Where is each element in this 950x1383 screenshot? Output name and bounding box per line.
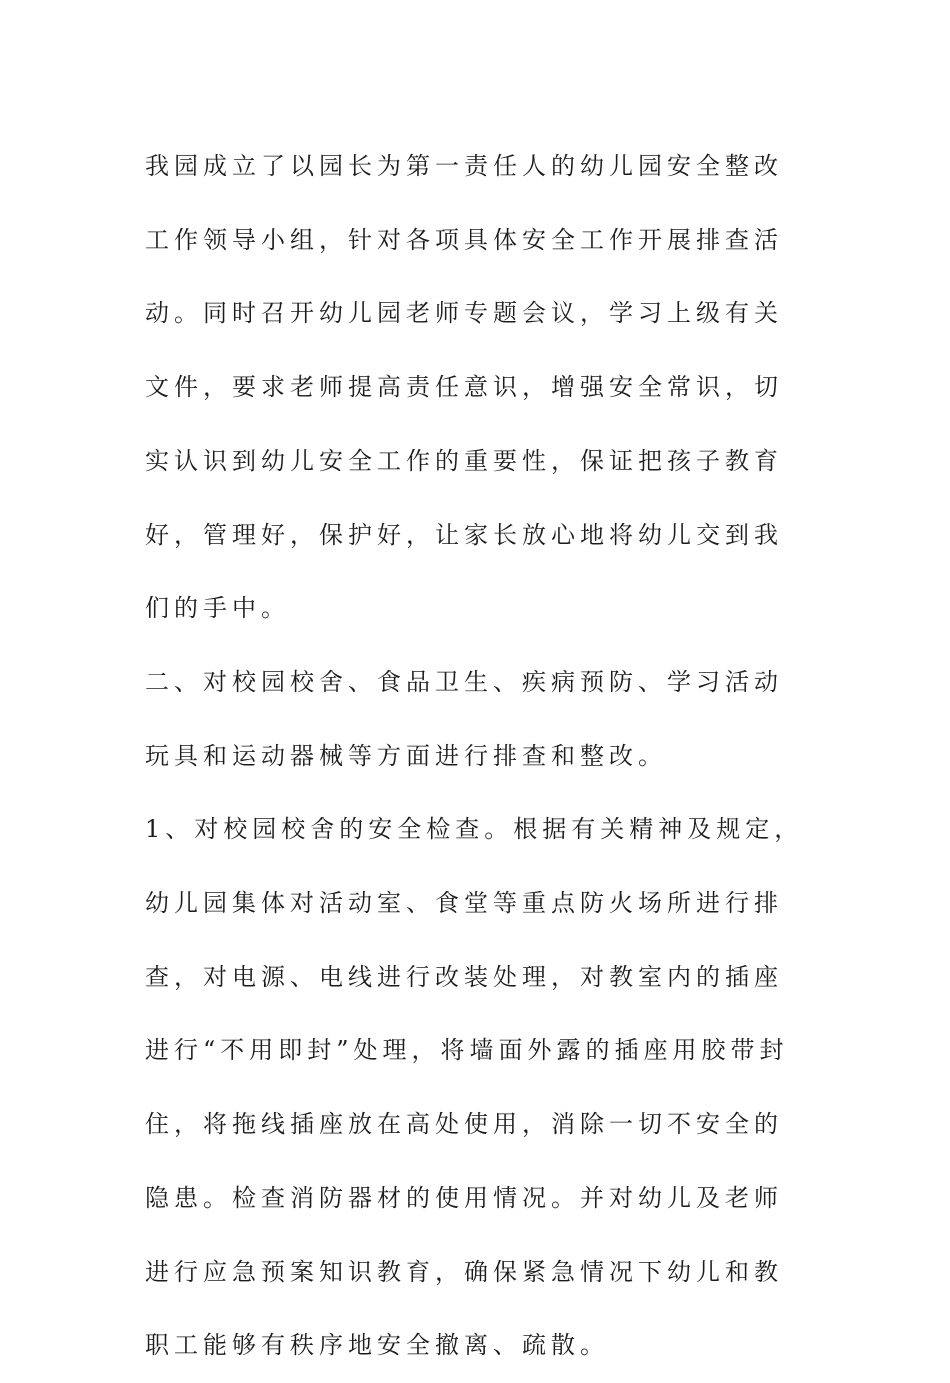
- paragraph-safety-leadership-group: 我园成立了以园长为第一责任人的幼儿园安全整改工作领导小组，针对各项具体安全工作开展排查活动。同时召开幼儿园老师专题会议，学习上级有关文件，要求老师提高责任意识，增强安全常识，切实认识到幼儿安全工作的重要性，保证把孩子教育好，管理好，保护好，让家长放心地将幼儿交到我们的手中。: [145, 152, 783, 623]
- document-body: [145, 130, 808, 1383]
- paragraph-campus-building-inspection: 1、对校园校舍的安全检查。根据有关精神及规定，幼儿园集体对活动室、食堂等重点防火场所进行排查，对电源、电线进行改装处理，对教室内的插座进行“不用即封”处理，将墙面外露的插座用胶带封住，将拖线插座放在高处使用，消除一切不安全的隐患。检查消防器材的使用情况。并对幼儿及老师进行应急预案知识教育，确保紧急情况下幼儿和教职工能够有秩序地安全撤离、疏散。: [145, 815, 804, 1360]
- paragraph-section-two-heading: 二、对校园校舍、食品卫生、疾病预防、学习活动玩具和运动器械等方面进行排查和整改。: [145, 667, 783, 770]
